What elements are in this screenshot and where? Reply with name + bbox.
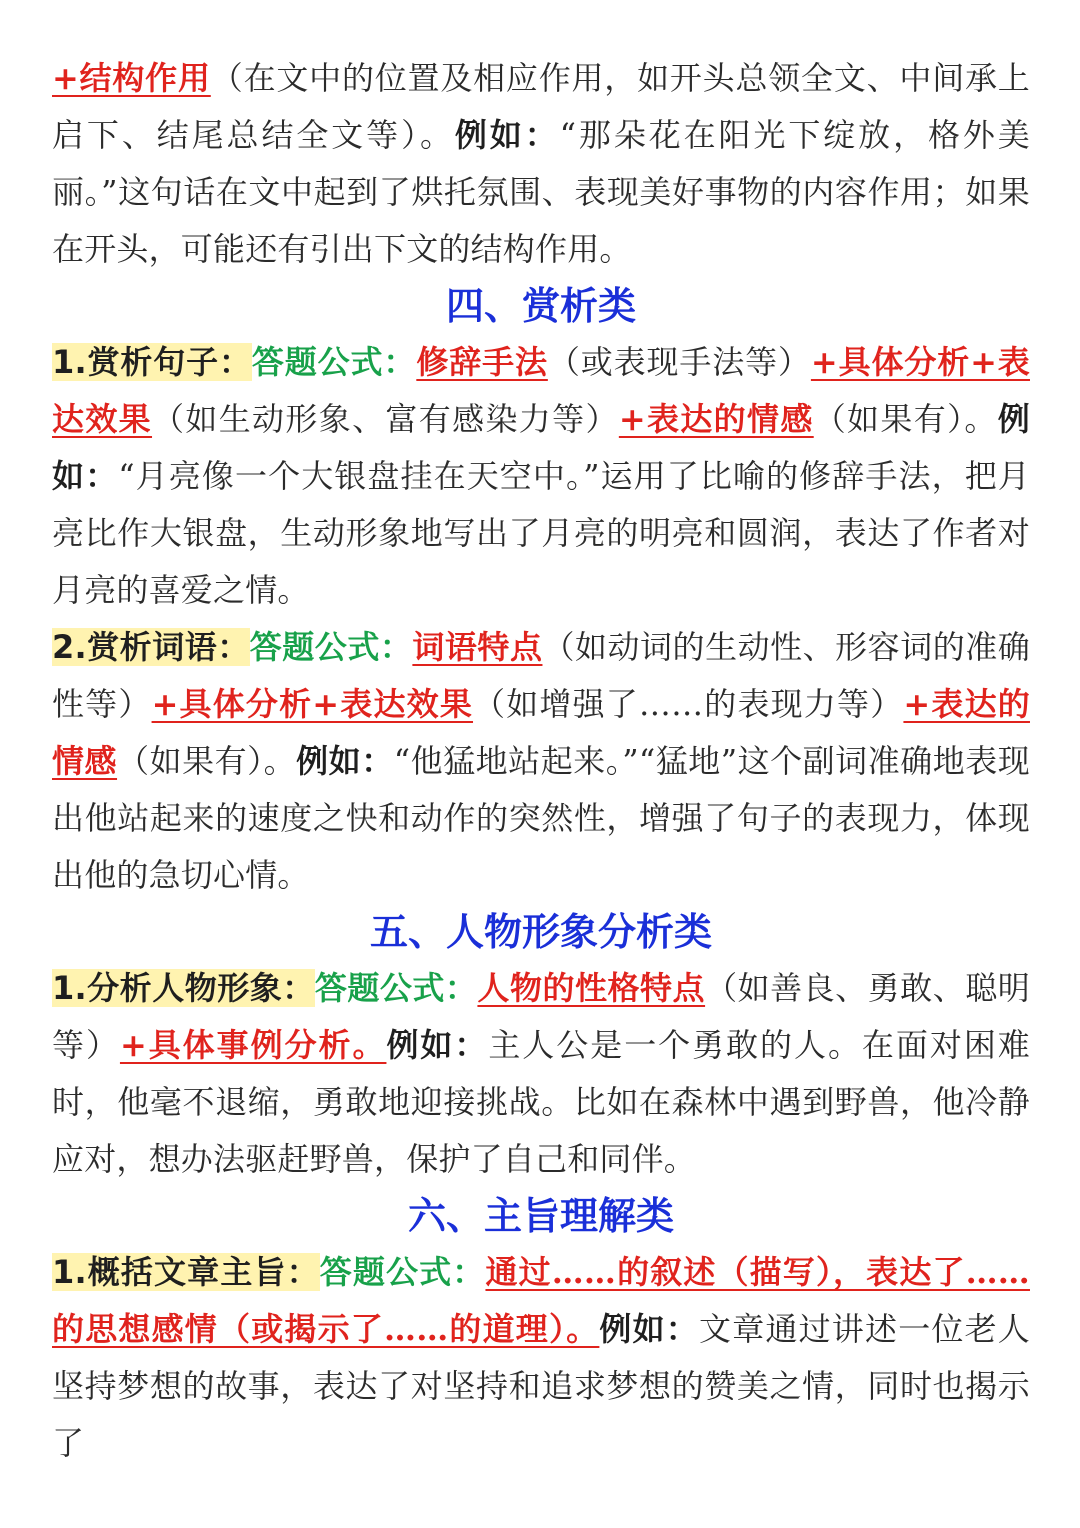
formula-emotion: +表达的情感 xyxy=(52,685,1030,780)
structure-function-text: （在文中的位置及相应作用，如开头总领全文、中间承上启下、结尾总结全文等）。 xyxy=(52,59,1030,154)
appreciate-sentence-paragraph: 1.赏析句子：答题公式：修辞手法（或表现手法等）+具体分析+表达效果（如生动形象、富有感染力等）+表达的情感（如果有）。例如：“月亮像一个大银盘挂在天空中。”运用了比喻的修辞手法，把月亮比作大银盘，生动形象地写出了月亮的明亮和圆润，表达了作者对月亮的喜爱之情。 xyxy=(52,343,1030,609)
theme-summary-paragraph xyxy=(52,1244,1030,1472)
example-label: 例如： xyxy=(454,116,560,154)
formula-character-traits: 人物的性格特点 xyxy=(477,969,706,1007)
character-analysis-example: 主人公是一个勇敢的人。在面对困难时，他毫不退缩，勇敢地迎接挑战。比如在森林中遇到野兽，他冷静应对，想办法驱赶野兽，保护了自己和同伴。 xyxy=(52,1026,1030,1178)
theme-summary-label: 1.概括文章主旨： xyxy=(52,1253,320,1291)
example-label: 例如： xyxy=(599,1310,699,1348)
section-heading-theme: 六、主旨理解类 xyxy=(407,1193,674,1238)
appreciate-sentence-example: “月亮像一个大银盘挂在天空中。”运用了比喻的修辞手法，把月亮比作大银盘，生动形象地写出了月亮的明亮和圆润，表达了作者对月亮的喜爱之情。 xyxy=(52,457,1030,609)
formula-analysis-effect: +具体分析+表达效果 xyxy=(52,343,1030,438)
formula-theme: 通过……的叙述（描写），表达了……的思想感情（或揭示了……的道理）。 xyxy=(52,1253,1030,1348)
appreciate-word-paragraph: 2.赏析词语：答题公式：词语特点（如动词的生动性、形容词的准确性等）+具体分析+表达效果（如增强了……的表现力等）+表达的情感（如果有）。例如：“他猛地站起来。”“猛地”这个副词准确地表现出他站起来的速度之快和动作的突然性，增强了句子的表现力，体现出他的急切心情。 xyxy=(52,628,1030,894)
appreciate-word-example: “他猛地站起来。”“猛地”这个副词准确地表现出他站起来的速度之快和动作的突然性，增强了句子的表现力，体现出他的急切心情。 xyxy=(52,742,1030,894)
formula-label: 答题公式： xyxy=(251,343,417,381)
formula-example-analysis: +具体事例分析。 xyxy=(119,1026,387,1064)
structure-function-label: +结构作用 xyxy=(52,59,211,97)
example-label: 例如： xyxy=(386,1026,489,1064)
formula-label: 答题公式： xyxy=(319,1253,486,1291)
formula-analysis-effect: +具体分析+表达效果 xyxy=(151,685,474,723)
example-label: 例如： xyxy=(296,742,394,780)
formula-label: 答题公式： xyxy=(249,628,413,666)
section-heading-character: 五、人物形象分析类 xyxy=(369,909,712,954)
formula-label: 答题公式： xyxy=(314,969,478,1007)
theme-summary-example: 文章通过讲述一位老人坚持梦想的故事，表达了对坚持和追求梦想的赞美之情，同时也揭示了 xyxy=(52,1310,1030,1462)
example-label: 例如： xyxy=(52,400,1030,495)
structure-function-paragraph xyxy=(52,50,1030,278)
character-analysis-label: 1.分析人物形象： xyxy=(52,969,315,1007)
appreciate-sentence-label: 1.赏析句子： xyxy=(52,343,252,381)
structure-function-example: “那朵花在阳光下绽放，格外美丽。”这句话在文中起到了烘托氛围、表现美好事物的内容作用；如果在开头，可能还有引出下文的结构作用。 xyxy=(52,116,1030,268)
appreciate-word-label: 2.赏析词语： xyxy=(52,628,250,666)
formula-emotion: +表达的情感 xyxy=(618,400,814,438)
character-analysis-paragraph: 1.分析人物形象：答题公式：人物的性格特点（如善良、勇敢、聪明等）+具体事例分析。例如：主人公是一个勇敢的人。在面对困难时，他毫不退缩，勇敢地迎接挑战。比如在森林中遇到野兽，他冷静应对，想办法驱赶野兽，保护了自己和同伴。 xyxy=(52,969,1030,1178)
section-heading-appreciation: 四、赏析类 xyxy=(445,283,636,328)
formula-word-feature: 词语特点 xyxy=(412,628,543,666)
formula-rhetoric: 修辞手法 xyxy=(416,343,548,381)
